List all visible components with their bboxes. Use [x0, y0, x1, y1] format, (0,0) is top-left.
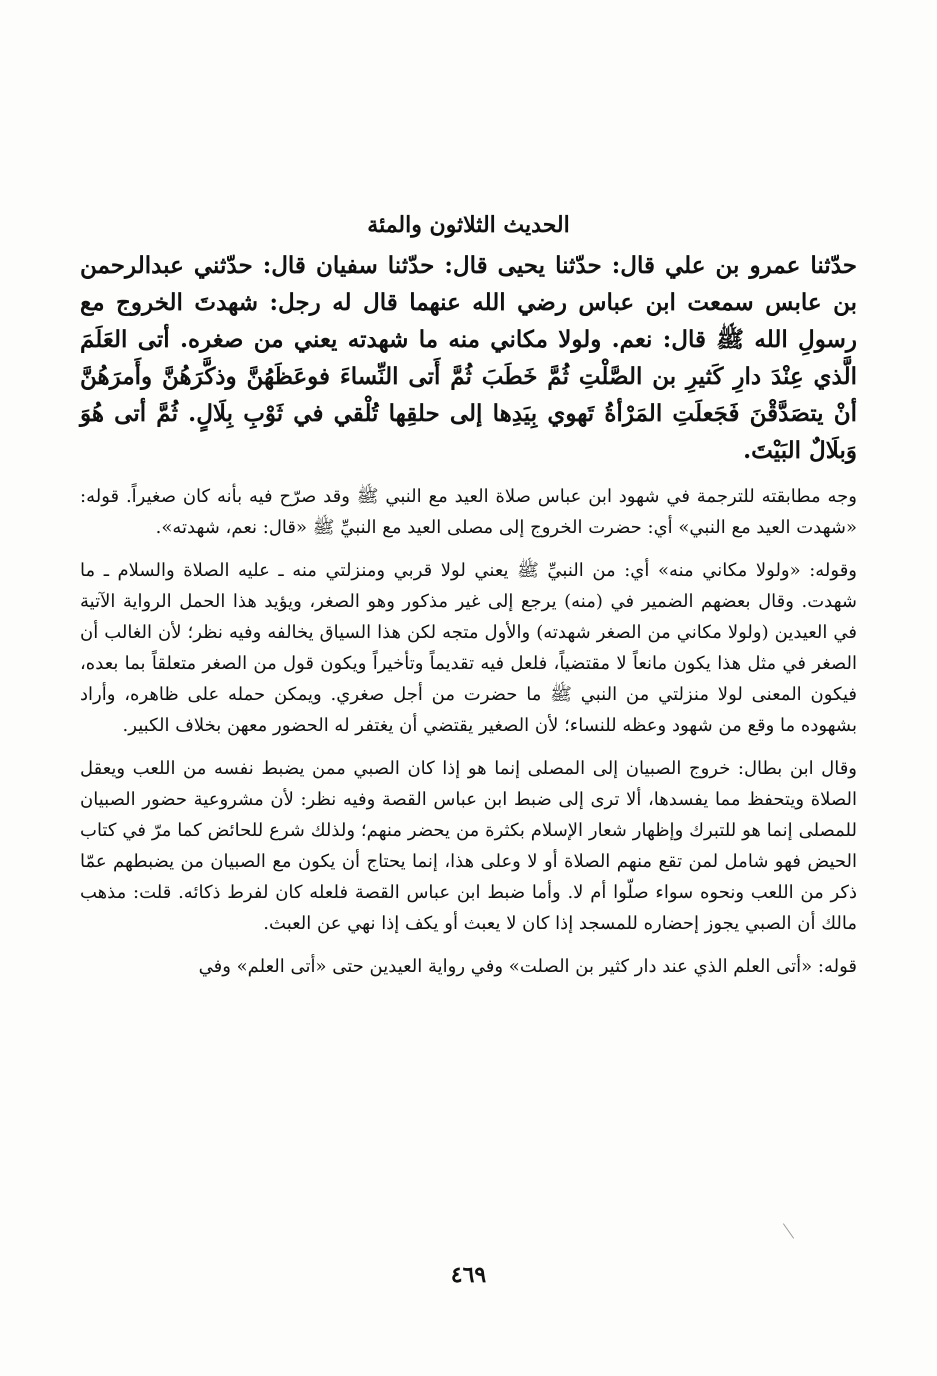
commentary-paragraph-1: وجه مطابقته للترجمة في شهود ابن عباس صلاة العيد مع النبي ﷺ وقد صرّح فيه بأنه كان صغيراً. قوله: «شهدت العيد مع النبي» أي: حضرت الخروج إلى مصلى العيد مع النبيِّ ﷺ «قال: نعم، شهدته».	[80, 486, 857, 538]
page-body	[80, 205, 857, 994]
section-heading: الحديث الثلاثون والمئة	[367, 212, 570, 238]
hadith-text: حدّثنا عمرو بن علي قال: حدّثنا يحيى قال: حدّثنا سفيان قال: حدّثني عبدالرحمن بن عابس سمعت ابن عباس رضي الله عنهما قال له رجل: شهدتَ الخروج مع رسولِ الله ﷺ قال: نعم. ولولا مكاني منه ما شهدته يعني من صغره. أتى العَلَمَ الَّذي عِنْدَ دارِ كَثيرِ بن الصَّلْتِ ثُمَّ خَطَبَ ثُمَّ أَتى النِّساءَ فوعَظَهُنَّ وذكَّرَهُنَّ وأَمرَهُنَّ أنْ يتصَدَّقْنَ فَجَعلَتِ المَرْأةُ تَهوي بِيَدِها إلى حلقِها تُلْقي في ثَوْبِ بِلَالٍ. ثُمَّ أتى هُوَ وَبلَالٌ البَيْتَ.	[80, 252, 857, 464]
commentary-paragraph-4: قوله: «أتى العلم الذي عند دار كثير بن الصلت» وفي رواية العيدين حتى «أتى العلم» وفي	[198, 956, 857, 977]
scan-artifact-mark	[783, 1223, 794, 1238]
page-number: ٤٦٩	[450, 1262, 487, 1288]
commentary-paragraph-3: وقال ابن بطال: خروج الصبيان إلى المصلى إنما هو إذا كان الصبي ممن يضبط نفسه من اللعب ويعقل الصلاة ويتحفظ مما يفسدها، ألا ترى إلى ضبط ابن عباس القصة وفيه نظر: لأن مشروعية حضور الصبيان للمصلى إنما هو للتبرك وإظهار شعار الإسلام بكثرة من يحضر منهم؛ ولذلك شرع للحائض كما مرّ في كتاب الحيض فهو شامل لمن تقع منهم الصلاة أو لا وعلى هذا، إنما يحتاج أن يكون مع الصبيان من يضبطهم عمّا ذكر من اللعب ونحوه سواء صلّوا أم لا. وأما ضبط ابن عباس القصة فلعله كان لفرط ذكائه. قلت: مذهب مالك أن الصبي يجوز إحضاره للمسجد إذا كان لا يعبث أو يكف إذا نهي عن العبث.	[80, 758, 857, 934]
commentary-paragraph-2: وقوله: «ولولا مكاني منه» أي: من النبيِّ ﷺ يعني لولا قربي ومنزلتي منه ـ عليه الصلاة والسلام ـ ما شهدت. وقال بعضهم الضمير في (منه) يرجع إلى غير مذكور وهو الصغر، ويؤيد هذا الحمل الرواية الآتية في العيدين (ولولا مكاني من الصغر شهدته) والأول متجه لكن هذا السياق يخالفه وفيه نظر؛ لأن الغالب أن الصغر في مثل هذا يكون مانعاً لا مقتضياً، فلعل فيه تقديماً وتأخيراً ويكون قول من الصغر متعلقاً بما بعده، فيكون المعنى لولا منزلتي من النبي ﷺ ما حضرت من أجل صغري. ويمكن حمله على ظاهره، وأراد بشهوده ما وقع من شهود وعظه للنساء؛ لأن الصغير يقتضي أن يغتفر له الحضور معهن بخلاف الكبير.	[80, 560, 857, 736]
